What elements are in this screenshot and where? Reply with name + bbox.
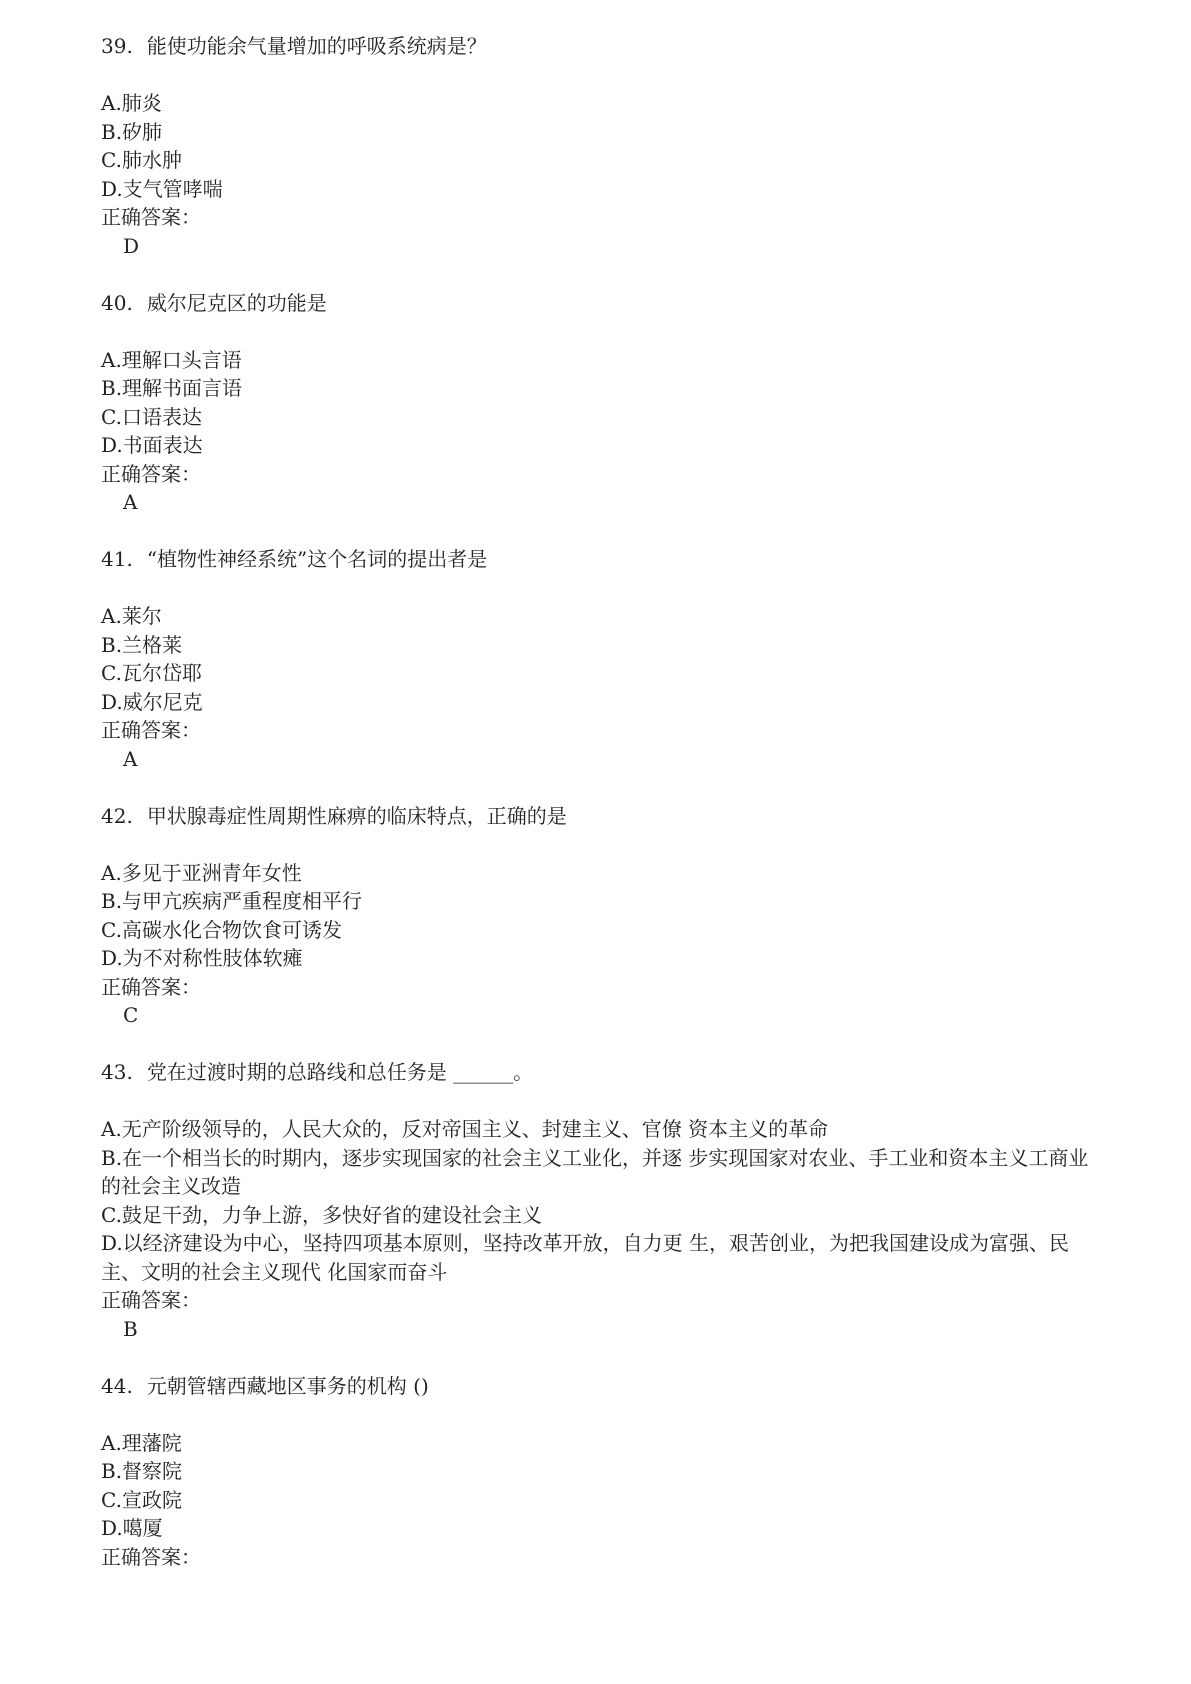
option-a: A.莱尔 [101,604,162,628]
option-c: C.高碳水化合物饮食可诱发 [101,917,342,942]
question-text: 党在过渡时期的总路线和总任务是 ______。 [146,1060,534,1084]
answer-value: A [123,490,138,514]
answer-label: 正确答案： [101,1544,201,1569]
question-number: 43. [101,1060,133,1084]
question-43 [101,1058,1101,1343]
option-a: A.理解口头言语 [101,347,242,372]
question-text: 能使功能余气量增加的呼吸系统病是？ [146,34,487,58]
option-a: A.多见于亚洲青年女性 [101,860,302,885]
option-c: C.口语表达 [101,404,202,429]
option-a: A.无产阶级领导的，人民大众的，反对帝国主义、封建主义、官僚 资本主义的革命 [101,1117,829,1141]
answer-label: 正确答案： [101,461,201,486]
option-d: D.威尔尼克 [101,689,203,714]
question-title [101,1058,1101,1087]
question-40 [101,289,1101,517]
question-number: 40. [101,290,133,315]
question-42 [101,802,1101,1030]
question-text: 甲状腺毒症性周期性麻痹的临床特点，正确的是 [146,803,567,828]
answer-label: 正确答案： [101,1288,201,1312]
option-b: B.矽肺 [101,119,163,144]
question-44 [101,1372,1101,1572]
option-c: C.瓦尔岱耶 [101,661,202,685]
option-d: D.书面表达 [101,433,203,457]
answer-value: B [123,1316,138,1341]
option-c: C.鼓足干劲，力争上游，多快好省的建设社会主义 [101,1202,542,1227]
question-title [101,289,1101,318]
question-text: “植物性神经系统”这个名词的提出者是 [146,547,488,571]
question-number: 41. [101,547,133,571]
option-d: D.以经济建设为中心，坚持四项基本原则，坚持改革开放，自力更 生，艰苦创业，为把我国建设成为富强、民主、文明的社会主义现代 化国家而奋斗 [101,1231,1070,1284]
question-title [101,545,1101,574]
option-d: D.支气管哮喘 [101,176,223,201]
answer-value: C [123,1003,139,1027]
question-number: 39. [101,34,133,58]
question-title [101,802,1101,831]
question-document [101,32,1101,1600]
answer-value: A [123,746,138,771]
question-41 [101,545,1101,773]
option-c: C.宣政院 [101,1487,182,1512]
answer-label: 正确答案： [101,205,201,229]
question-text: 威尔尼克区的功能是 [146,290,327,315]
answer-value: D [123,233,140,258]
question-title [101,1372,1101,1401]
question-text: 元朝管辖西藏地区事务的机构 () [146,1373,429,1398]
option-b: B.在一个相当长的时期内，逐步实现国家的社会主义工业化，并逐 步实现国家对农业、手工业和资本主义工商业的社会主义改造 [101,1145,1089,1198]
question-39 [101,32,1101,260]
option-b: B.兰格莱 [101,632,183,657]
option-a: A.理藩院 [101,1430,182,1455]
option-d: D.噶厦 [101,1516,163,1540]
question-title [101,32,1101,61]
option-b: B.督察院 [101,1459,183,1483]
option-b: B.理解书面言语 [101,376,243,400]
question-number: 42. [101,803,133,828]
answer-label: 正确答案： [101,974,201,999]
option-d: D.为不对称性肢体软瘫 [101,946,303,970]
option-b: B.与甲亢疾病严重程度相平行 [101,889,363,913]
question-number: 44. [101,1373,133,1398]
answer-label: 正确答案： [101,718,201,742]
option-a: A.肺炎 [101,91,162,115]
option-c: C.肺水肿 [101,148,182,172]
